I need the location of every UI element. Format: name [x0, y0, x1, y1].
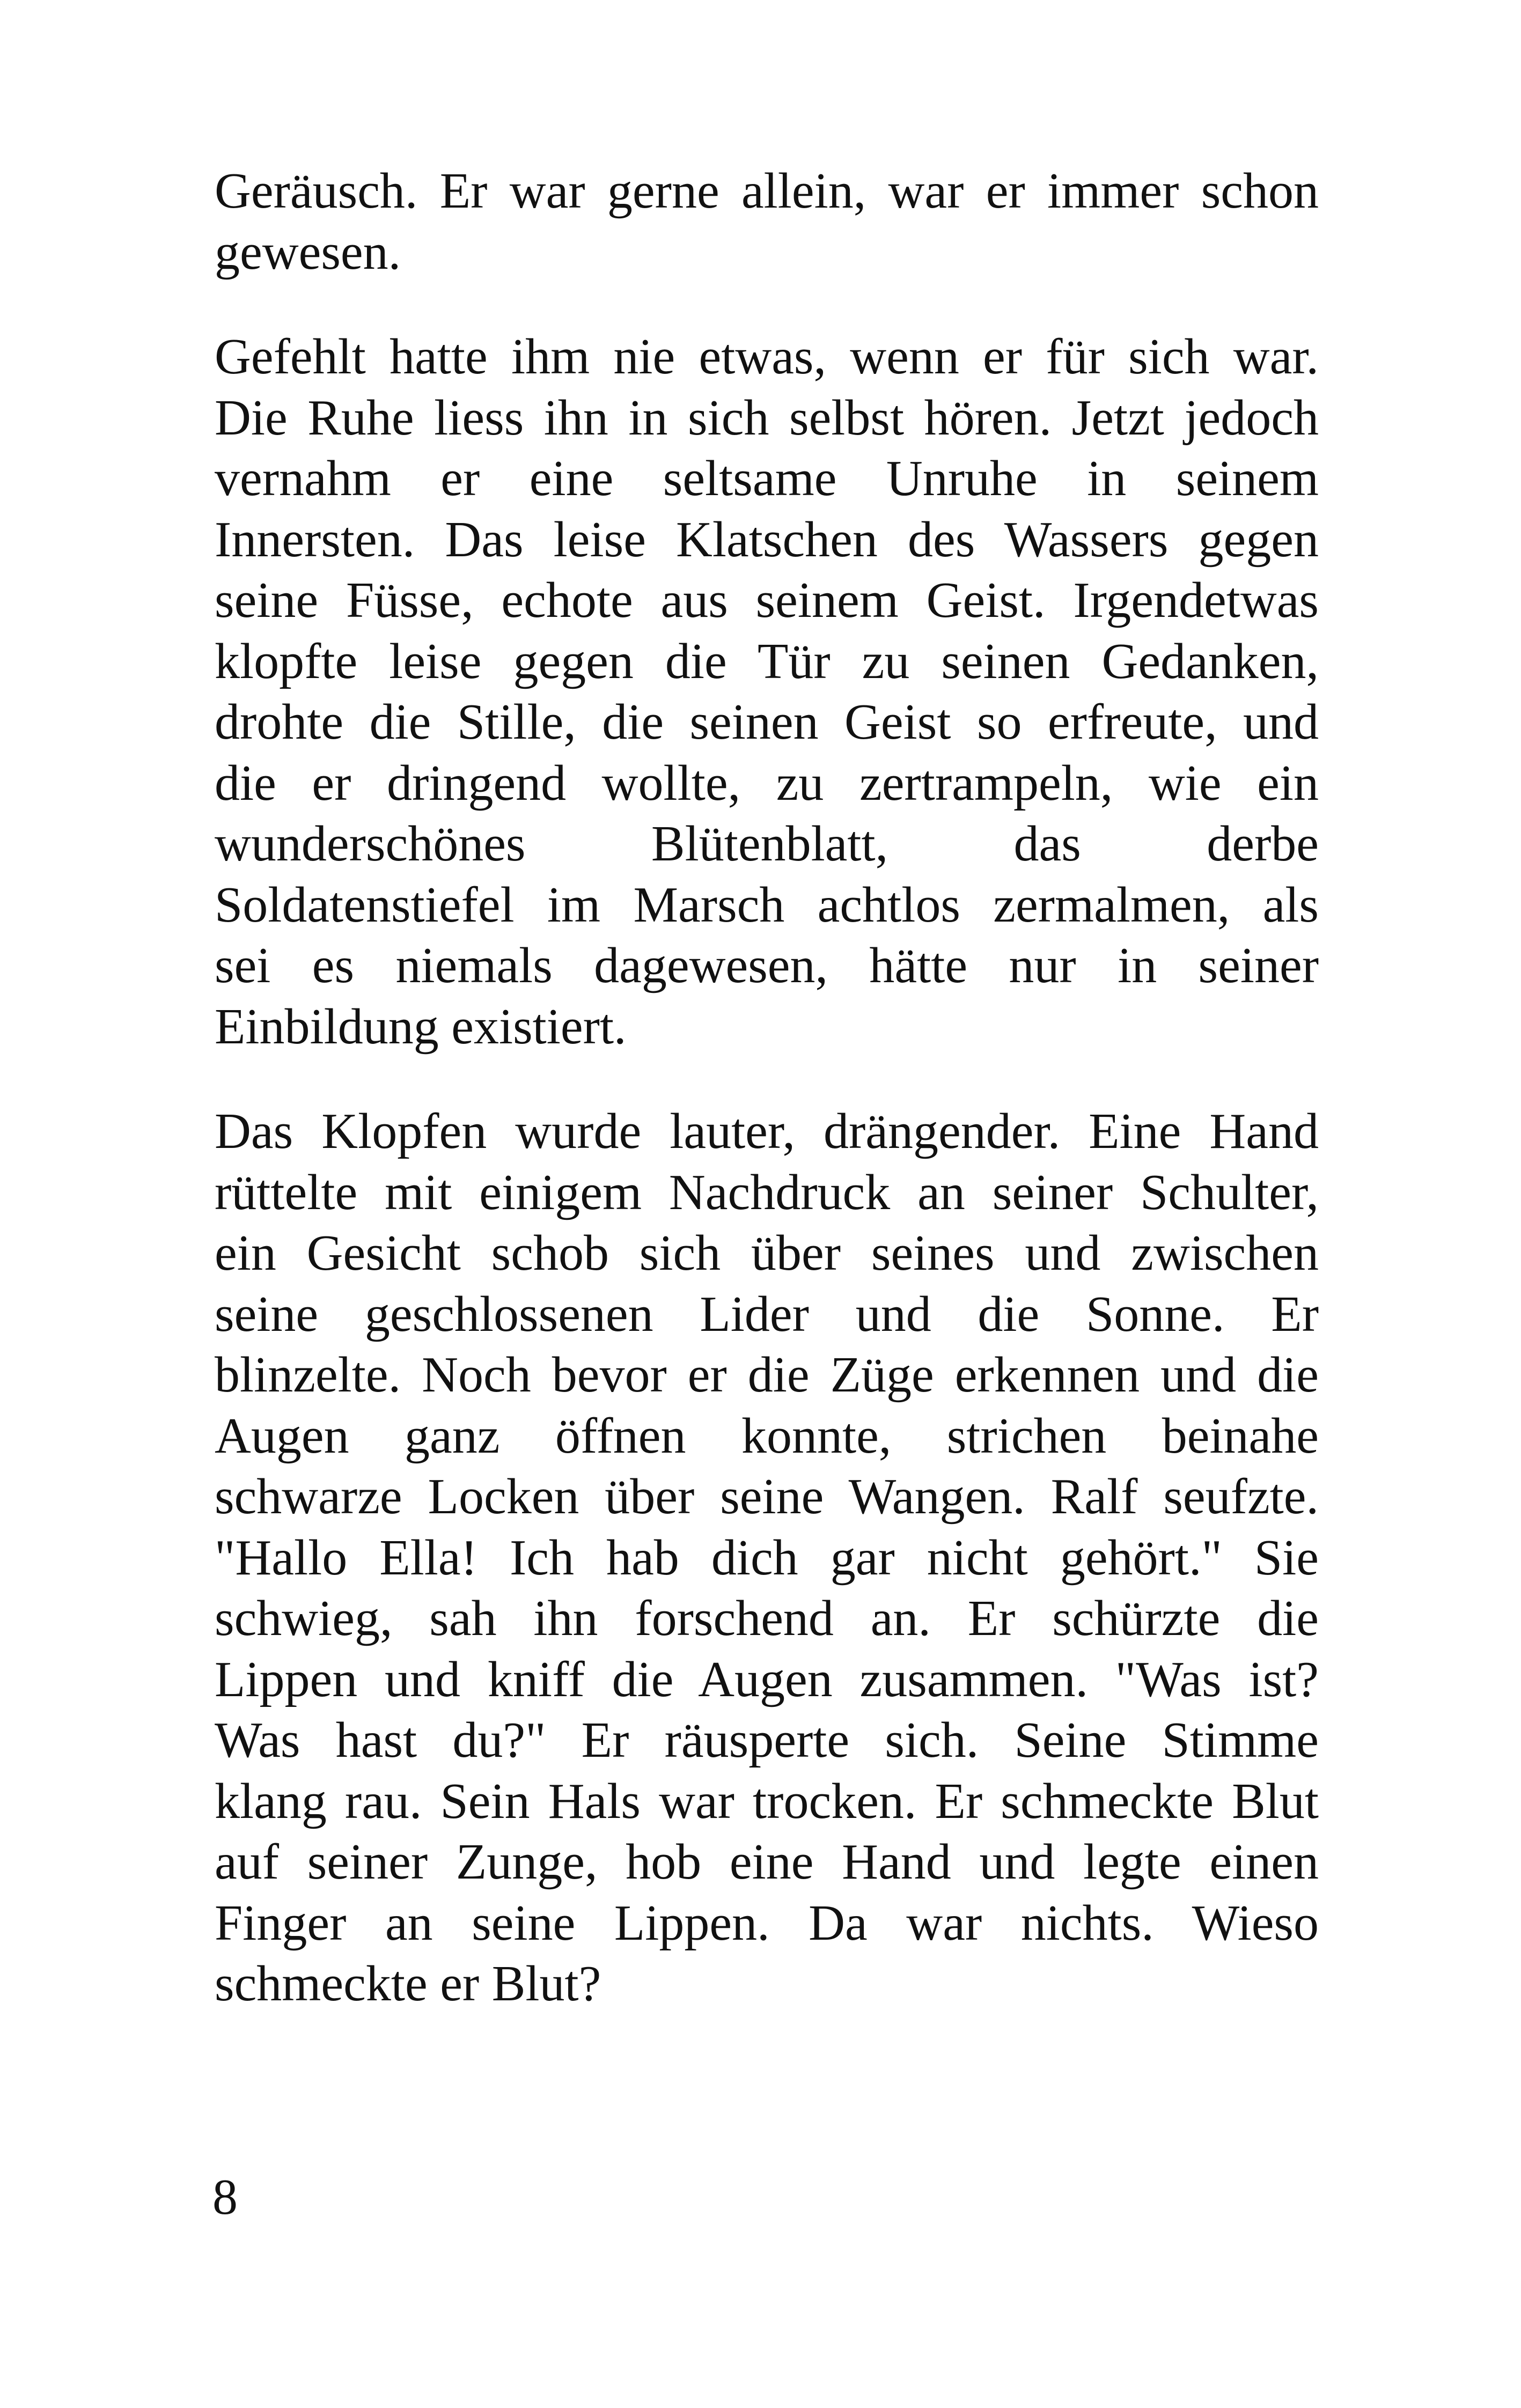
text-line: drohte die Stille, die seinen Geist so erfreute, und: [215, 694, 1319, 750]
text-line: Geräusch. Er war gerne allein, war er immer schon: [215, 163, 1319, 219]
text-line: Was hast du?" Er räusperte sich. Seine Stimme: [215, 1712, 1319, 1768]
text-line: klang rau. Sein Hals war trocken. Er schmeckte Blut: [215, 1773, 1319, 1829]
text-line: wunderschönes Blütenblatt, das derbe: [215, 816, 1319, 872]
text-line: Die Ruhe liess ihn in sich selbst hören. Jetzt jedoch: [215, 389, 1319, 446]
text-line: rüttelte mit einigem Nachdruck an seiner Schulter,: [215, 1164, 1319, 1220]
text-line: vernahm er eine seltsame Unruhe in seinem: [215, 451, 1319, 506]
text-line: blinzelte. Noch bevor er die Züge erkennen und die: [215, 1347, 1319, 1403]
text-line: Das Klopfen wurde lauter, drängender. Eine Hand: [215, 1103, 1319, 1159]
text-line: seine Füsse, echote aus seinem Geist. Irgendetwas: [215, 572, 1319, 628]
text-line: Augen ganz öffnen konnte, strichen beinahe: [215, 1408, 1319, 1464]
text-line: die er dringend wollte, zu zertrampeln, wie ein: [215, 755, 1319, 811]
text-line: Finger an seine Lippen. Da war nichts. Wieso: [215, 1895, 1319, 1951]
text-line: sei es niemals dagewesen, hätte nur in seiner: [215, 938, 1319, 993]
text-line: gewesen.: [215, 224, 401, 280]
text-line: ein Gesicht schob sich über seines und zwischen: [215, 1225, 1319, 1281]
text-line: schwieg, sah ihn forschend an. Er schürzte die: [215, 1590, 1319, 1646]
text-line: schmeckte er Blut?: [215, 1956, 601, 2012]
page-number: 8: [212, 2169, 238, 2225]
text-line: Soldatenstiefel im Marsch achtlos zermalmen, als: [215, 877, 1319, 933]
text-line: Gefehlt hatte ihm nie etwas, wenn er für sich war.: [215, 329, 1319, 385]
text-line: seine geschlossenen Lider und die Sonne. Er: [215, 1286, 1319, 1342]
text-line: Lippen und kniff die Augen zusammen. "Was ist?: [215, 1651, 1319, 1707]
text-line: Einbildung existiert.: [215, 998, 627, 1055]
paragraph-2: [215, 327, 1319, 1057]
text-line: "Hallo Ella! Ich hab dich gar nicht gehört." Sie: [215, 1529, 1319, 1586]
text-line: auf seiner Zunge, hob eine Hand und legte einen: [215, 1834, 1319, 1890]
text-line: klopfte leise gegen die Tür zu seinen Gedanken,: [215, 633, 1319, 689]
page-body: [215, 161, 1319, 2059]
text-line: schwarze Locken über seine Wangen. Ralf seufzte.: [215, 1469, 1319, 1525]
text-line: Innersten. Das leise Klatschen des Wassers gegen: [215, 511, 1319, 568]
paragraph-3: [215, 1101, 1319, 2015]
paragraph-1: [215, 161, 1319, 283]
